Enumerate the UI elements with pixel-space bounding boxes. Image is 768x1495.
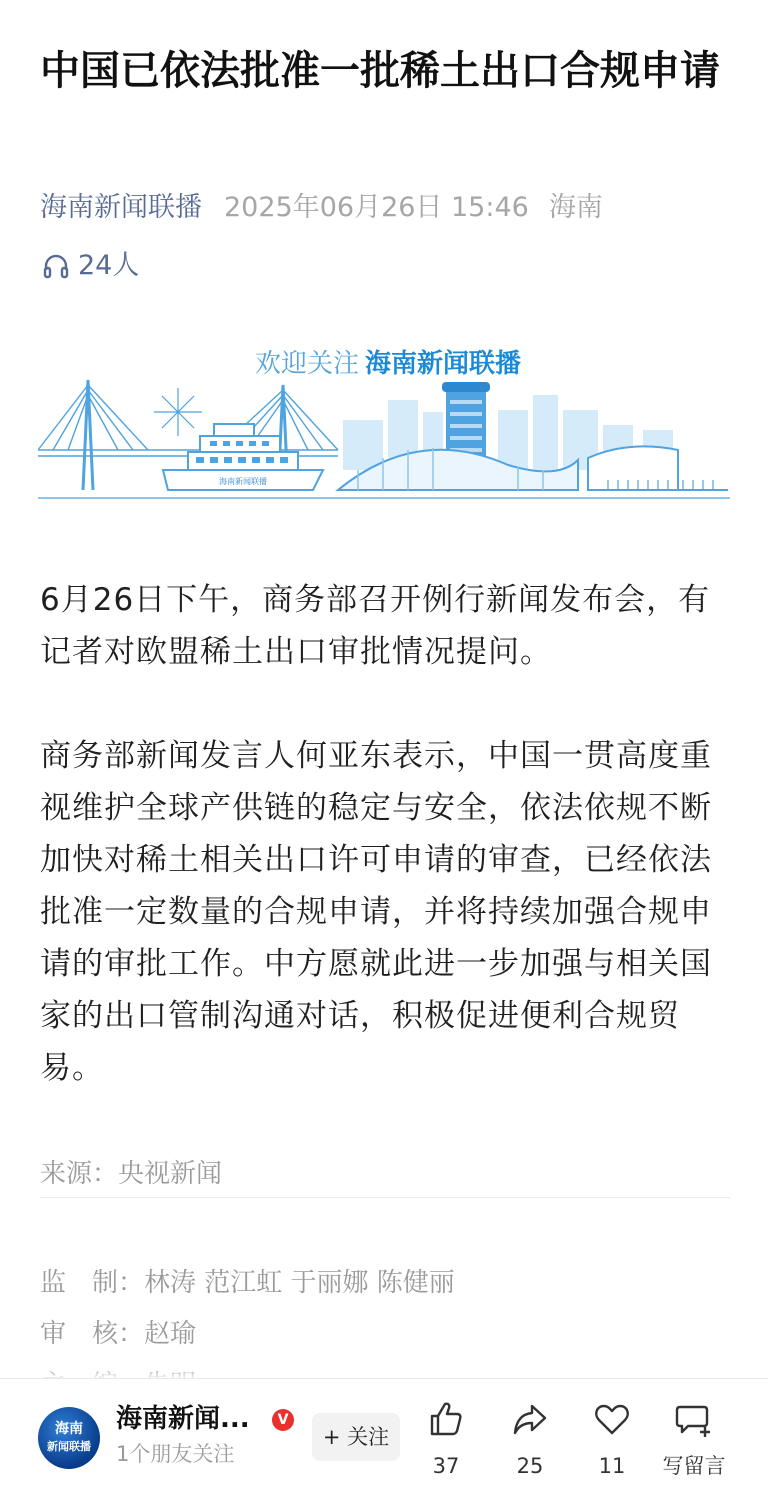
friends-follow-text: 1个朋友关注	[116, 1442, 235, 1466]
banner-brand: 海南新闻联播	[365, 349, 522, 379]
article-meta	[40, 188, 603, 228]
banner-illustration	[38, 340, 730, 505]
ship-label: 海南新闻联播	[219, 477, 267, 486]
listen-count[interactable]	[42, 246, 139, 286]
account-link[interactable]: 海南新闻联播	[40, 192, 202, 223]
listen-count-value: 24人	[78, 250, 140, 281]
follow-button[interactable]: + 关注	[312, 1413, 400, 1461]
like-button[interactable]	[406, 1399, 486, 1481]
divider	[40, 1197, 730, 1198]
share-count: 25	[516, 1454, 544, 1478]
comment-button[interactable]	[654, 1399, 734, 1481]
region-label: 海南	[548, 192, 603, 223]
share-arrow-icon	[510, 1399, 550, 1439]
credit-reviewer	[40, 1309, 455, 1360]
favorite-count: 11	[598, 1454, 626, 1478]
verified-badge-icon: V	[272, 1409, 294, 1431]
publish-date: 2025年06月26日 15:46	[224, 192, 529, 223]
heart-icon	[592, 1399, 632, 1439]
comment-label: 写留言	[662, 1454, 726, 1478]
account-name[interactable]: 海南新闻...	[116, 1404, 250, 1434]
source-line: 来源：央视新闻	[40, 1159, 223, 1189]
avatar-text-top: 海南	[55, 1421, 83, 1437]
like-count: 37	[432, 1454, 460, 1478]
article-title: 中国已依法批准一批稀土出口合规申请	[40, 48, 720, 94]
thumbs-up-icon	[426, 1399, 466, 1439]
credit-value: 林涛 范江虹 于丽娜 陈健丽	[144, 1268, 455, 1298]
bottom-action-bar	[0, 1378, 768, 1495]
share-button[interactable]	[490, 1399, 570, 1481]
credit-label: 监 制：	[40, 1268, 145, 1298]
banner-welcome: 欢迎关注	[255, 349, 360, 379]
headphones-icon	[42, 252, 70, 280]
paragraph-2: 商务部新闻发言人何亚东表示，中国一贯高度重视维护全球产供链的稳定与安全，依法依规不断加快对稀土相关出口许可申请的审查，已经依法批准一定数量的合规申请，并将持续加强合规申请的审批工作。中方愿就此进一步加强与相关国家的出口管制沟通对话，积极促进便利合规贸易。	[40, 738, 712, 1086]
credit-value: 赵瑜	[144, 1319, 197, 1349]
credit-label: 审 核：	[40, 1319, 145, 1349]
paragraph-1: 6月26日下午，商务部召开例行新闻发布会，有记者对欧盟稀土出口审批情况提问。	[40, 582, 711, 670]
credit-supervisor	[40, 1258, 455, 1309]
avatar-text-bottom: 新闻联播	[47, 1440, 91, 1453]
account-avatar[interactable]	[38, 1407, 100, 1469]
comment-add-icon	[674, 1399, 714, 1439]
favorite-button[interactable]	[572, 1399, 652, 1481]
